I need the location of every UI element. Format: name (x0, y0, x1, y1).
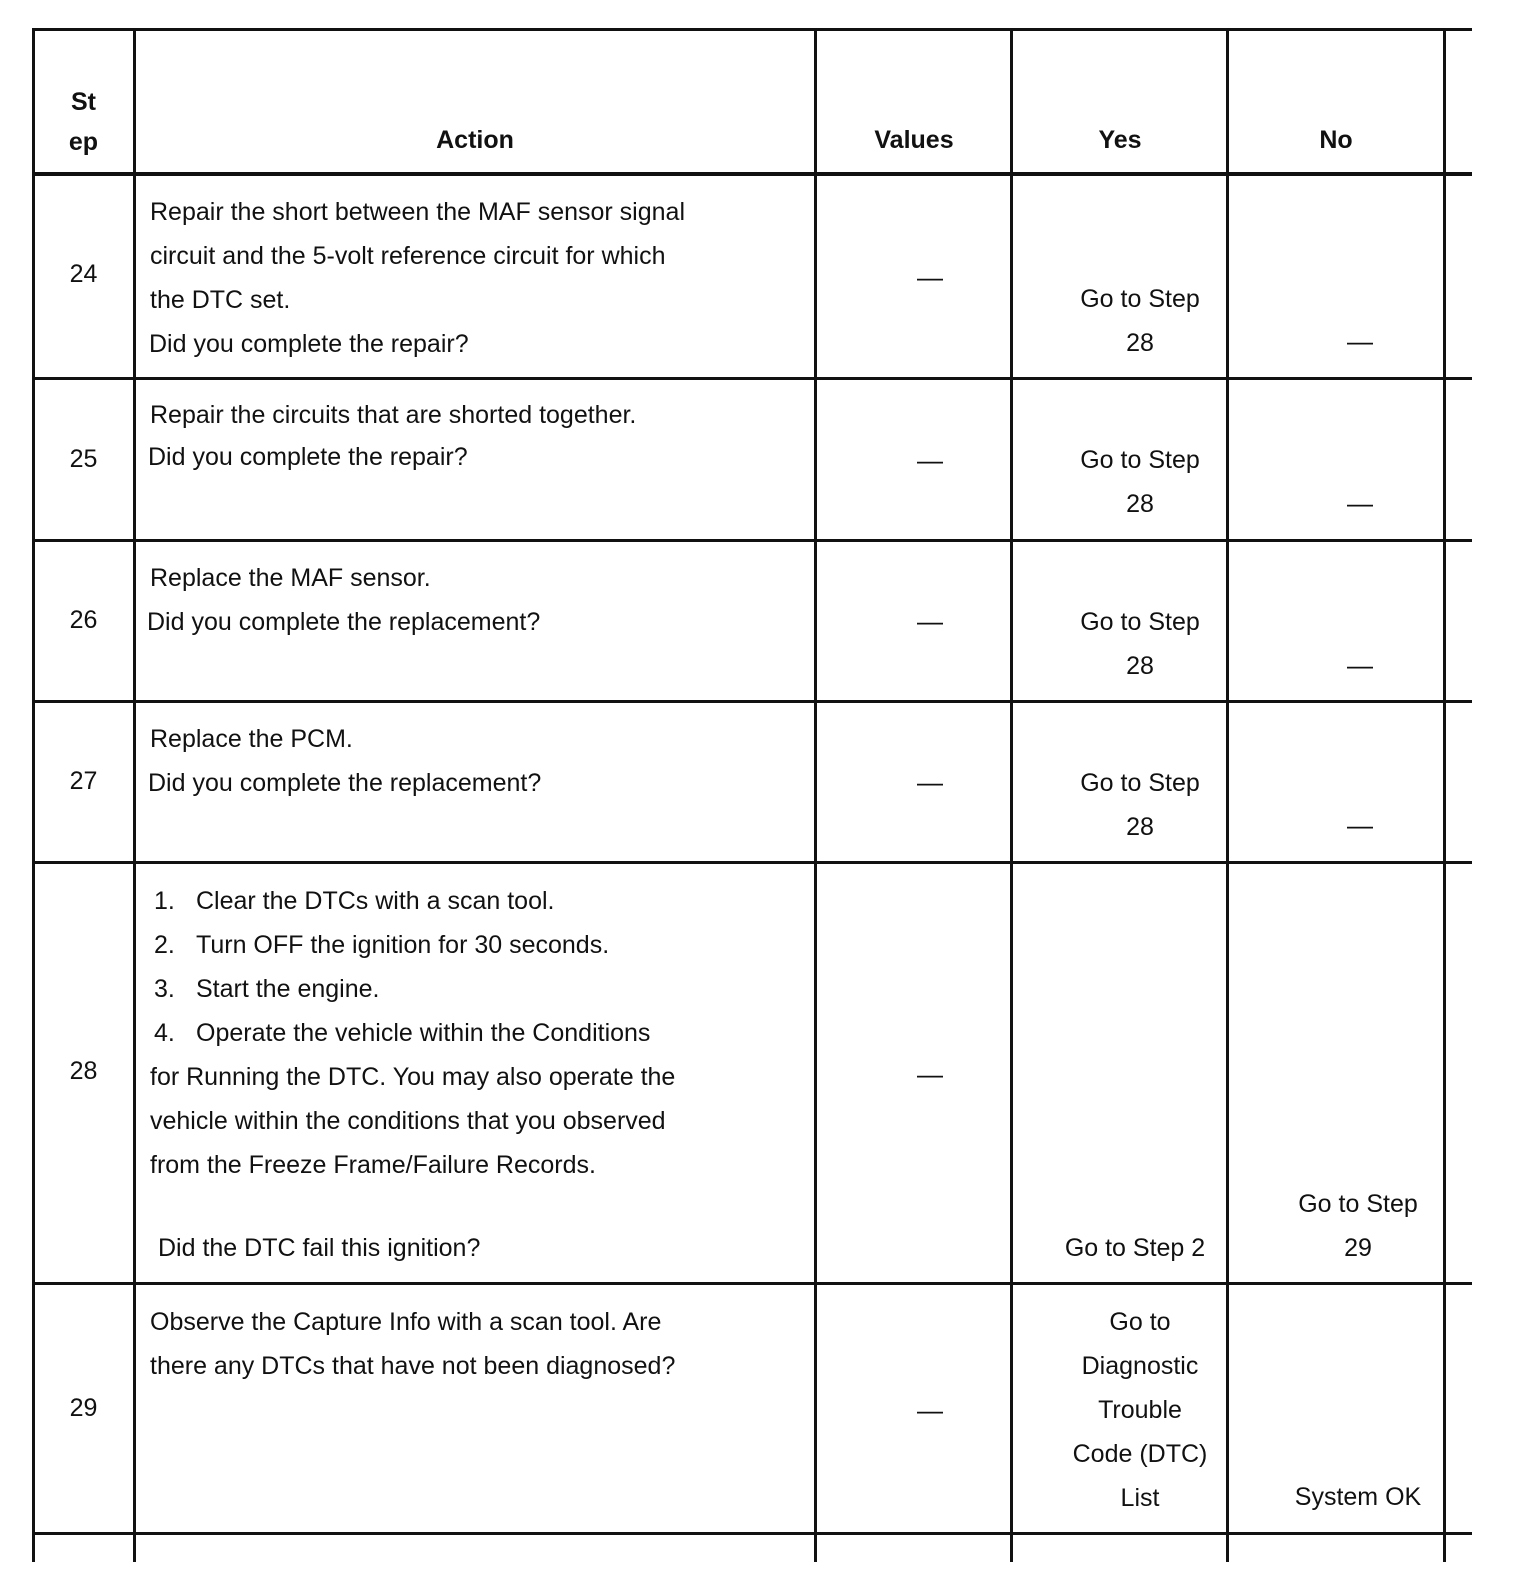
table-border-bottom (32, 1532, 1472, 1535)
values-cell: — (917, 445, 943, 475)
no-cell: — (1347, 488, 1373, 518)
action-text: Repair the short between the MAF sensor signal circuit and the 5-volt reference circuit for which the DTC set. Did you complete the repair? (149, 198, 685, 358)
header-yes: Yes (1098, 126, 1142, 154)
yes-cell: Go to Step 28 (1080, 769, 1200, 841)
row-divider-25 (32, 539, 1472, 542)
row-divider-28 (32, 1282, 1472, 1285)
no-cell: — (1347, 810, 1373, 840)
values-cell: — (917, 1059, 943, 1089)
list-item: 4. Operate the vehicle within the Conditions (154, 1019, 651, 1047)
no-cell: Go to Step 29 (1298, 1190, 1418, 1262)
header-no: No (1319, 126, 1353, 154)
action-text: Observe the Capture Info with a scan tool. Are there any DTCs that have not been diagnosed? (150, 1308, 676, 1380)
yes-cell: Go to Diagnostic Trouble Code (DTC) List (1072, 1308, 1208, 1512)
table-border-top (32, 28, 1472, 31)
yes-cell: Go to Step 28 (1080, 285, 1200, 357)
row-divider-27 (32, 861, 1472, 864)
header-action: Action (436, 126, 514, 154)
step-number: 26 (69, 606, 98, 634)
values-cell: — (917, 1395, 943, 1425)
header-values: Values (874, 126, 954, 154)
row-divider-26 (32, 700, 1472, 703)
values-cell: — (917, 262, 943, 292)
action-question: Did the DTC fail this ignition? (158, 1234, 481, 1262)
action-text: Replace the PCM. Did you complete the replacement? (148, 725, 542, 797)
action-text: Repair the circuits that are shorted together. Did you complete the repair? (148, 401, 637, 471)
header-step-line2: ep (68, 128, 99, 156)
header-step-line1: St (71, 88, 96, 116)
action-text: Replace the MAF sensor. Did you complete the replacement? (147, 564, 541, 636)
no-cell: — (1347, 326, 1373, 356)
header-step (32, 82, 135, 162)
no-cell: System OK (1294, 1483, 1422, 1511)
list-item: 1. Clear the DTCs with a scan tool. (154, 887, 555, 915)
yes-cell: Go to Step 28 (1080, 608, 1200, 680)
list-item: 2. Turn OFF the ignition for 30 seconds. (154, 931, 610, 959)
values-cell: — (917, 767, 943, 797)
no-cell: — (1347, 650, 1373, 680)
action-text: 1. Clear the DTCs with a scan tool. 2. Turn OFF the ignition for 30 seconds. 3. Start the engine. 4. Operate the vehicle within the Conditions for Running the DTC. You may also operate the vehicle within the conditions that you observed from the Freeze Frame/Failure Records. (150, 879, 675, 1187)
values-cell: — (917, 606, 943, 636)
list-item: 3. Start the engine. (154, 975, 380, 1003)
step-number: 25 (69, 445, 98, 473)
yes-cell: Go to Step 28 (1080, 446, 1200, 518)
step-number: 28 (69, 1057, 98, 1085)
header-divider (32, 172, 1472, 176)
step-number: 29 (69, 1394, 98, 1422)
row-divider-24 (32, 377, 1472, 380)
step-number: 27 (69, 767, 98, 795)
column-divider-action (814, 28, 817, 1562)
yes-cell: Go to Step 2 (1064, 1234, 1206, 1262)
step-number: 24 (69, 260, 98, 288)
table-border-right (1443, 28, 1446, 1562)
